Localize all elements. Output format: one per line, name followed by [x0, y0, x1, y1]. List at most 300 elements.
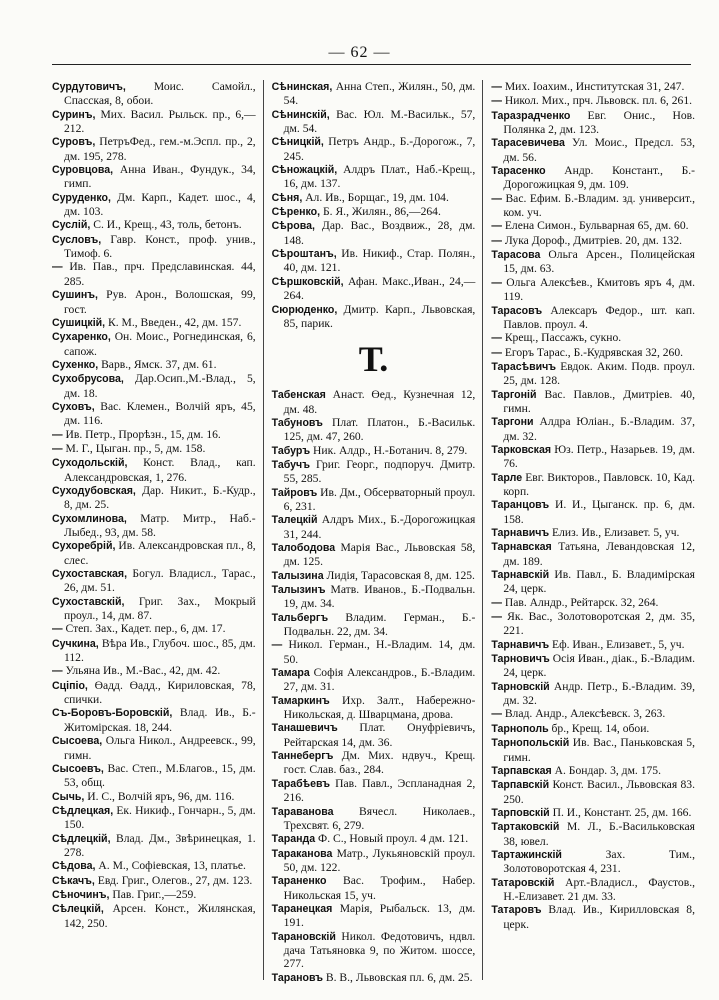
directory-entry — [52, 316, 256, 330]
directory-entry — [52, 163, 256, 191]
directory-entry — [52, 135, 256, 163]
entry-details: Осія Иван., діак., Б.-Владим. 24, церк. — [503, 652, 695, 680]
entry-details: Дар. Вас., Воздвиж., 28, дм. 148. — [283, 219, 476, 247]
entry-surname: Сусловъ, — [52, 233, 102, 246]
entry-surname: Сухоставская, — [52, 568, 128, 581]
entry-details: И. И., Цыганск. пр. 6, дм. 158. — [503, 498, 695, 526]
directory-entry — [491, 736, 695, 764]
directory-entry — [491, 304, 695, 332]
entry-surname: Тарасѣвичъ — [491, 360, 557, 373]
entry-details: Евд. Григ., Олегов., 27, дм. 123. — [97, 873, 253, 887]
directory-entry — [491, 136, 695, 164]
directory-entry — [272, 583, 476, 611]
directory-entry — [491, 778, 695, 806]
entry-details: Вас. Ефим. Б.-Владим. зд. университ., ком. уч. — [503, 191, 695, 220]
entry-details: Ольга Никол., Андреевск., 99, гимн. — [64, 734, 256, 762]
directory-entry — [52, 664, 256, 678]
entry-details: Матр. Митр., Наб.-Лыбед., 93, дм. 58. — [64, 511, 256, 539]
directory-entry — [272, 275, 476, 303]
entry-details: П. И., Констант. 25, дм. 166. — [552, 805, 692, 819]
directory-entry — [52, 539, 256, 567]
entry-details: Ульяна Ив., М.-Вас., 42, дм. 42. — [65, 664, 221, 678]
entry-details: Матв. Иванов., Б.-Подвальн. 19, дм. 34. — [283, 583, 476, 611]
entry-surname: Тарабѣевъ — [271, 777, 330, 790]
directory-entry — [491, 820, 695, 848]
directory-entry — [491, 903, 695, 931]
entry-surname: Таранда — [271, 833, 316, 846]
entry-surname: Татаровъ — [491, 904, 542, 917]
entry-surname: Сычь, — [52, 790, 85, 803]
entry-details: Дм. Мих. ндвуч., Крещ. гост. Слав. баз., 284. — [283, 749, 476, 777]
directory-entry — [272, 805, 476, 833]
entry-details: Арт.-Владисл., Фаустов., Н.-Елизавет. 21 дм. 33. — [503, 875, 695, 903]
directory-entry — [52, 567, 256, 595]
entry-details: Ив. Дм., Обсерваторный проул. 6, 231. — [283, 485, 476, 513]
entry-surname: Таранцовъ — [491, 499, 550, 512]
directory-entry — [52, 804, 256, 832]
entry-details: Григ. Георг., подпоруч. Дмитр. 55, 285. — [283, 457, 476, 486]
directory-entry — [491, 164, 695, 192]
entry-surname: Тарповскій — [491, 806, 550, 819]
entry-surname: Тарасова — [491, 249, 541, 262]
directory-entry — [52, 484, 256, 512]
entry-details: Марія Вас., Львовская 58, дм. 125. — [283, 540, 476, 569]
entry-surname: Тарковская — [491, 443, 552, 456]
column-left — [52, 80, 256, 985]
directory-entry — [52, 790, 256, 804]
directory-entry — [491, 568, 695, 596]
entry-details: Вас. Трофим., Набер. Никольская 15, уч. — [283, 874, 476, 902]
directory-entry — [491, 722, 695, 736]
entry-details: Влад. Ив., Б.-Житомірская. 18, 244. — [64, 706, 256, 734]
entry-surname: — — [491, 192, 502, 205]
entry-surname: Сѣнинская, — [271, 81, 333, 93]
entry-surname: Суходольскій, — [52, 457, 128, 470]
entry-surname: Тараненко — [271, 875, 327, 888]
entry-surname: — — [491, 234, 502, 247]
directory-entry — [272, 303, 476, 331]
directory-entry — [272, 611, 476, 639]
entry-surname: Тарпавская — [491, 764, 552, 777]
entry-surname: Сухенко, — [52, 358, 99, 371]
entry-details: Влад. Дм., Звѣринецкая, 1. 278. — [64, 831, 256, 859]
directory-entry — [52, 888, 256, 902]
entry-details: Никол. Герман., Н.-Владим. 14, дм. 50. — [283, 638, 476, 666]
entry-details: Варв., Ямск. 37, дм. 61. — [101, 357, 217, 371]
entry-details: Дар. Никит., Б.-Кудр., 8, дм. 25. — [64, 483, 256, 512]
entry-details: Мих. Іоахим., Институтская 31, 247. — [504, 80, 685, 93]
entry-surname: — — [491, 596, 502, 609]
directory-entry — [52, 902, 256, 930]
entry-surname: Тарнополь — [491, 722, 549, 735]
entry-surname: Тарнавичъ — [491, 638, 550, 651]
column-middle — [272, 80, 476, 985]
entry-details: Өадд. Өадд., Кириловская, 78, спички. — [64, 678, 256, 707]
directory-entry — [52, 372, 256, 400]
directory-entry — [272, 80, 476, 108]
directory-entry — [272, 874, 476, 902]
entry-details: Петръ Андр., Б.-Дорогож., 7, 245. — [283, 135, 476, 163]
entry-details: Алдра Юліан., Б.-Владим. 37, дм. 32. — [503, 415, 695, 443]
entry-surname: Сціпіо, — [52, 679, 88, 692]
entry-details: Пав. Павл., Эспланадная 2, 216. — [283, 776, 476, 805]
entry-surname: Тарнавская — [491, 541, 552, 554]
directory-entry — [272, 638, 476, 666]
directory-entry — [52, 442, 256, 456]
entry-details: ПетръФед., гем.-м.Эспл. пр., 2, дм. 195, 278. — [64, 135, 256, 163]
entry-details: Алдръ Мих., Б.-Дорогожицкая 31, 244. — [283, 513, 476, 541]
directory-entry — [272, 388, 476, 416]
directory-entry — [491, 610, 695, 638]
directory-entry — [52, 874, 256, 888]
entry-details: Афан. Макс.,Иван., 24,—264. — [283, 274, 476, 303]
entry-surname: Тартажинскій — [491, 848, 562, 861]
entry-surname: — — [52, 442, 63, 455]
entry-surname: Сурдутовичъ, — [52, 81, 126, 93]
entry-surname: Таргоній — [491, 388, 537, 401]
entry-details: Ив. Никиф., Стар. Полян., 40, дм. 121. — [283, 247, 476, 275]
entry-surname: — — [491, 611, 502, 624]
directory-entry — [491, 234, 695, 248]
entry-details: А. Бондар. 3, дм. 175. — [554, 763, 662, 777]
entry-surname: Сухоребрій, — [52, 540, 116, 553]
entry-details: Евг. Онис., Нов. Полянка 2, дм. 123. — [503, 108, 695, 137]
entry-surname: Суховъ, — [52, 400, 95, 413]
entry-details: Плат. Онуфріевичъ, Рейтарская 14, дм. 36. — [283, 721, 476, 749]
directory-entry — [52, 706, 256, 734]
directory-entry — [491, 192, 695, 220]
directory-entry — [491, 638, 695, 652]
entry-details: Марія, Рыбальск. 13, дм. 191. — [283, 901, 476, 930]
entry-details: Елиз. Ив., Елизавет. 5, уч. — [552, 526, 680, 539]
entry-details: Алексаръ Федор., шт. кап. Павлов. проул. 4. — [503, 303, 695, 331]
entry-surname: Тарнопольскій — [491, 737, 570, 750]
directory-entry — [272, 513, 476, 541]
directory-entry — [272, 458, 476, 486]
entry-details: Ник. Алдр., Н.-Ботанич. 8, 279. — [313, 443, 468, 457]
entry-details: Анна Степ., Жилян., 50, дм. 54. — [283, 80, 476, 108]
entry-details: Ив. Вас., Паньковская 5, гимн. — [503, 736, 695, 764]
entry-surname: Таранецкая — [271, 902, 333, 915]
entry-surname: Талызина — [271, 569, 324, 582]
directory-entry — [491, 248, 695, 276]
entry-surname: Тарновскій — [491, 680, 550, 693]
entry-details: Гавр. Конст., проф. унив., Тимоф. 6. — [64, 232, 256, 261]
directory-entry — [52, 358, 256, 372]
entry-details: Рув. Арон., Волошская, 99, гост. — [64, 288, 256, 316]
entry-surname: Сѣночинъ, — [52, 888, 110, 901]
entry-details: Влад. Андр., Алексѣевск. 3, 263. — [504, 707, 666, 721]
entry-details: Влад. Ив., Кирилловская 8, церк. — [503, 903, 695, 931]
entry-details: Ф. С., Новый проул. 4 дм. 121. — [318, 832, 469, 846]
entry-details: Ал. Ив., Борщаг., 19, дм. 104. — [305, 190, 449, 204]
entry-details: Матр., Лукьяновскій проул. 50, дм. 122. — [283, 846, 476, 874]
entry-surname: Табуръ — [271, 444, 311, 457]
entry-surname: Тамара — [271, 667, 310, 680]
directory-entry — [491, 443, 695, 471]
entry-surname: Тараканова — [271, 847, 333, 860]
directory-entry — [52, 428, 256, 442]
entry-surname: Тарасовъ — [491, 304, 543, 317]
entry-surname: — — [52, 428, 63, 441]
directory-entry — [272, 930, 476, 971]
directory-entry — [272, 971, 476, 985]
entry-details: Юз. Петр., Назарьев. 19, дм. 76. — [503, 442, 695, 471]
entry-details: А. М., Софіевская, 13, платье. — [98, 859, 246, 873]
entry-details: Пав. Григ.,—259. — [112, 887, 197, 901]
entry-details: Григ. Зах., Мокрый проул., 14, дм. 87. — [64, 594, 256, 623]
entry-details: Ул. Моис., Предсл. 53, дм. 56. — [503, 136, 695, 164]
directory-entry — [491, 276, 695, 304]
entry-surname: — — [491, 346, 502, 359]
entry-surname: Танашевичъ — [271, 722, 338, 735]
directory-entry — [491, 471, 695, 499]
page-number: — 62 — — [328, 44, 391, 61]
directory-entry — [491, 360, 695, 388]
entry-surname: Суруденко, — [52, 191, 111, 204]
directory-entry — [272, 666, 476, 694]
entry-details: Вас. Степ., М.Благов., 15, дм. 53, общ. — [64, 761, 256, 790]
entry-surname: Сучкина, — [52, 637, 99, 650]
entry-details: Ек. Никиф., Гончарн., 5, дм. 150. — [64, 803, 256, 832]
directory-entry — [272, 135, 476, 163]
entry-surname: Талецкій — [271, 514, 318, 527]
directory-entry — [272, 694, 476, 722]
entry-details: Еф. Иван., Елизавет., 5, уч. — [552, 637, 685, 651]
directory-entry — [491, 876, 695, 904]
entry-details: Ив. Павл., Б. Владимірская 24, церк. — [503, 568, 695, 596]
entry-surname: Тарасевичева — [491, 137, 565, 150]
directory-entry — [491, 80, 695, 94]
entry-details: Моис. Самойл., Спасская, 8, обои. — [64, 80, 256, 108]
directory-entry — [491, 806, 695, 820]
directory-entry — [52, 108, 256, 136]
entry-surname: Сюрюденко, — [271, 303, 338, 316]
directory-entry — [272, 541, 476, 569]
entry-surname: Сѣренко, — [271, 206, 321, 219]
directory-entry — [52, 637, 256, 665]
entry-details: И. С., Волчій яръ, 96, дм. 116. — [87, 789, 235, 803]
directory-entry — [272, 219, 476, 247]
entry-details: Степ. Зах., Кадет. пер., 6, дм. 17. — [65, 622, 226, 636]
directory-entry — [52, 595, 256, 623]
directory-entry — [272, 191, 476, 205]
directory-entry — [491, 109, 695, 137]
entry-details: Анаст. Өед., Кузнечная 12, дм. 48. — [283, 388, 476, 416]
entry-surname: Таргони — [491, 416, 534, 429]
entry-details: Анна Иван., Фундук., 34, гимп. — [64, 163, 256, 191]
entry-details: Ив. Александровская пл., 8, слес. — [64, 539, 256, 567]
entry-surname: Табучъ — [271, 458, 310, 471]
entry-surname: Сѣдлецкая, — [52, 804, 114, 817]
directory-entry — [491, 498, 695, 526]
entry-surname: — — [491, 95, 502, 108]
entry-surname: Сысоева, — [52, 735, 103, 748]
entry-surname: Суринъ, — [52, 108, 96, 121]
entry-details: Вас. Павлов., Дмитріев. 40, гимн. — [503, 387, 695, 415]
entry-details: Владим. Герман., Б.-Подвальн. 22, дм. 34. — [283, 610, 476, 639]
directory-entry — [491, 388, 695, 416]
entry-surname: Тарнавскій — [491, 569, 550, 582]
entry-surname: Сѣножацкій, — [271, 164, 338, 177]
directory-entry — [272, 721, 476, 749]
entry-details: Софія Александров., Б.-Владим. 27, дм. 31. — [283, 666, 476, 694]
entry-surname: Тарновичъ — [491, 653, 550, 666]
entry-details: М. Л., Б.-Васильковская 38, ювел. — [503, 820, 695, 848]
entry-surname: Сѣдлецкій, — [52, 832, 111, 845]
directory-entry — [272, 108, 476, 136]
entry-surname: Талободова — [271, 541, 336, 554]
directory-entry — [272, 749, 476, 777]
entry-details: Мих. Васил. Рыльск. пр., 6,—212. — [64, 107, 256, 136]
directory-entry — [272, 163, 476, 191]
entry-details: бр., Крещ. 14, обои. — [551, 721, 650, 735]
directory-entry — [272, 777, 476, 805]
entry-details: Дмитр. Карп., Львовская, 85, парик. — [283, 302, 476, 330]
entry-details: Егоръ Тарас., Б.-Кудрявская 32, 260. — [504, 345, 684, 359]
entry-surname: — — [52, 261, 63, 274]
entry-details: Арсен. Конст., Жилянская, 142, 250. — [64, 902, 256, 930]
entry-surname: Тарпавскій — [491, 779, 550, 792]
directory-entry — [272, 205, 476, 219]
entry-surname: Тамаркинъ — [271, 694, 330, 707]
entry-surname: Сѣроштанъ, — [271, 248, 337, 261]
entry-surname: Сухаренко, — [52, 331, 111, 344]
entry-surname: — — [491, 220, 502, 233]
entry-details: Евг. Викторов., Павловск. 10, Кад. корп. — [503, 470, 695, 498]
entry-surname: Тараванова — [271, 805, 334, 818]
entry-surname: Сухобрусова, — [52, 373, 124, 386]
entry-surname: Тартаковскій — [491, 821, 560, 834]
directory-entry — [52, 762, 256, 790]
directory-entry — [52, 679, 256, 707]
directory-entry — [491, 707, 695, 721]
entry-surname: — — [491, 332, 502, 345]
directory-entry — [491, 680, 695, 708]
entry-details: Богул. Владисл., Тарас., 26, дм. 51. — [64, 567, 256, 595]
entry-surname: Таннебергъ — [271, 750, 334, 763]
directory-entry — [491, 526, 695, 540]
directory-entry — [52, 622, 256, 636]
entry-surname: — — [52, 665, 63, 678]
entry-details: Зах. Тим., Золотоворотская 4, 231. — [503, 847, 695, 876]
directory-entry — [52, 330, 256, 358]
entry-details: Конст. Влад., кап. Александровская, 1, 276. — [64, 456, 256, 484]
directory-entry — [52, 832, 256, 860]
entry-surname: Суслій, — [52, 219, 91, 232]
section-letter: Т. — [358, 339, 389, 380]
entry-surname: Табенская — [271, 389, 326, 402]
entry-details: Вас. Клемен., Волчій яръ, 45, дм. 116. — [64, 399, 256, 428]
directory-entry — [491, 415, 695, 443]
directory-entry — [272, 416, 476, 444]
entry-surname: Сѣнинскій, — [271, 108, 330, 121]
entry-surname: Сухомлинова, — [52, 512, 127, 525]
entry-details: Ив. Петр., Прорѣзн., 15, дм. 16. — [65, 427, 221, 441]
entry-details: В. В., Львовская пл. 6, дм. 25. — [325, 970, 473, 984]
entry-surname: Тарле — [491, 471, 523, 484]
entry-details: Никол. Мих., прч. Львовск. пл. 6, 261. — [504, 94, 693, 108]
entry-surname: Сухоставскій, — [52, 595, 125, 608]
entry-surname: Тарановскій — [271, 930, 336, 943]
directory-entry — [52, 233, 256, 261]
entry-details: Лидія, Тарасовская 8, дм. 125. — [326, 568, 475, 582]
entry-details: Елена Симон., Бульварная 65, дм. 60. — [504, 219, 689, 233]
entry-surname: Сысоевъ, — [52, 762, 104, 775]
entry-surname: Татаровскій — [491, 876, 555, 889]
directory-entry — [52, 400, 256, 428]
entry-surname: Суровъ, — [52, 136, 96, 149]
entry-surname: Сушинъ, — [52, 289, 98, 302]
entry-details: Б. Я., Жилян., 86,—264. — [323, 205, 441, 219]
entry-surname: Тайровъ — [271, 486, 318, 499]
directory-entry — [272, 569, 476, 583]
entry-details: Крещ., Пассажъ, сукно. — [504, 331, 622, 345]
directory-entry — [272, 444, 476, 458]
directory-entry — [52, 191, 256, 219]
entry-details: Вячесл. Николаев., Трехсвят. 6, 279. — [283, 804, 476, 832]
entry-surname: Съ-Боровъ-Боровскій, — [52, 707, 173, 720]
directory-entry — [272, 486, 476, 514]
directory-entry — [491, 346, 695, 360]
directory-entry — [491, 540, 695, 568]
entry-surname: Сушицкій, — [52, 316, 106, 329]
entry-details: Алдръ Плат., Наб.-Крещ., 16, дм. 137. — [283, 163, 476, 191]
entry-surname: Сѣрова, — [271, 220, 315, 233]
entry-details: К. М., Введен., 42, дм. 157. — [108, 315, 242, 329]
entry-surname: Тарнавичъ — [491, 527, 550, 539]
entry-surname: Суровцова, — [52, 164, 114, 177]
directory-entry — [272, 847, 476, 875]
directory-entry — [272, 247, 476, 275]
entry-surname: Таразрадченко — [491, 109, 571, 122]
entry-details: Дар.Осип.,М.-Влад., 5, дм. 18. — [64, 372, 256, 400]
directory-entry — [491, 764, 695, 778]
directory-entry — [491, 94, 695, 108]
entry-details: Як. Вас., Золотоворотская 2, дм. 35, 221. — [503, 610, 695, 638]
entry-details: Лука Дороф., Дмитріев. 20, дм. 132. — [504, 233, 683, 247]
entry-details: С. И., Крещ., 43, толь, бетонъ. — [93, 218, 242, 232]
directory-entry — [52, 288, 256, 316]
header-rule — [52, 64, 691, 65]
entry-surname: Сѣня, — [271, 191, 303, 204]
directory-entry — [52, 260, 256, 288]
directory-entry — [491, 596, 695, 610]
entry-details: Ив. Пав., прч. Предславинская. 44, 285. — [64, 260, 256, 288]
directory-entry — [491, 331, 695, 345]
entry-details: Андр. Констант., Б.-Дорогожицкая 9, дм. 109. — [503, 164, 695, 192]
entry-details: М. Г., Цыган. пр., 5, дм. 158. — [65, 441, 206, 455]
entry-surname: — — [491, 276, 502, 289]
directory-entry — [52, 80, 256, 108]
entry-surname: Сѣршковскій, — [271, 275, 344, 288]
entry-surname: Тарановъ — [271, 971, 323, 984]
entry-surname: Табуновъ — [271, 416, 323, 429]
column-right — [491, 80, 695, 985]
directory-entry — [491, 219, 695, 233]
entry-details: Татьяна, Левандовская 12, дм. 189. — [503, 540, 695, 568]
directory-entry — [52, 218, 256, 232]
directory-entry — [272, 902, 476, 930]
directory-entry — [52, 734, 256, 762]
entry-details: Дм. Карп., Кадет. шос., 4, дм. 103. — [64, 190, 256, 219]
entry-details: Плат. Платон., Б.-Васильк. 125, дм. 47, 260. — [283, 415, 476, 444]
entry-details: Вас. Юл. М.-Васильк., 57, дм. 54. — [283, 107, 476, 136]
directory-entry — [491, 848, 695, 876]
entry-surname: Сѣдова, — [52, 860, 96, 873]
directory-entry — [272, 832, 476, 846]
entry-surname: Тарасенко — [491, 165, 546, 178]
